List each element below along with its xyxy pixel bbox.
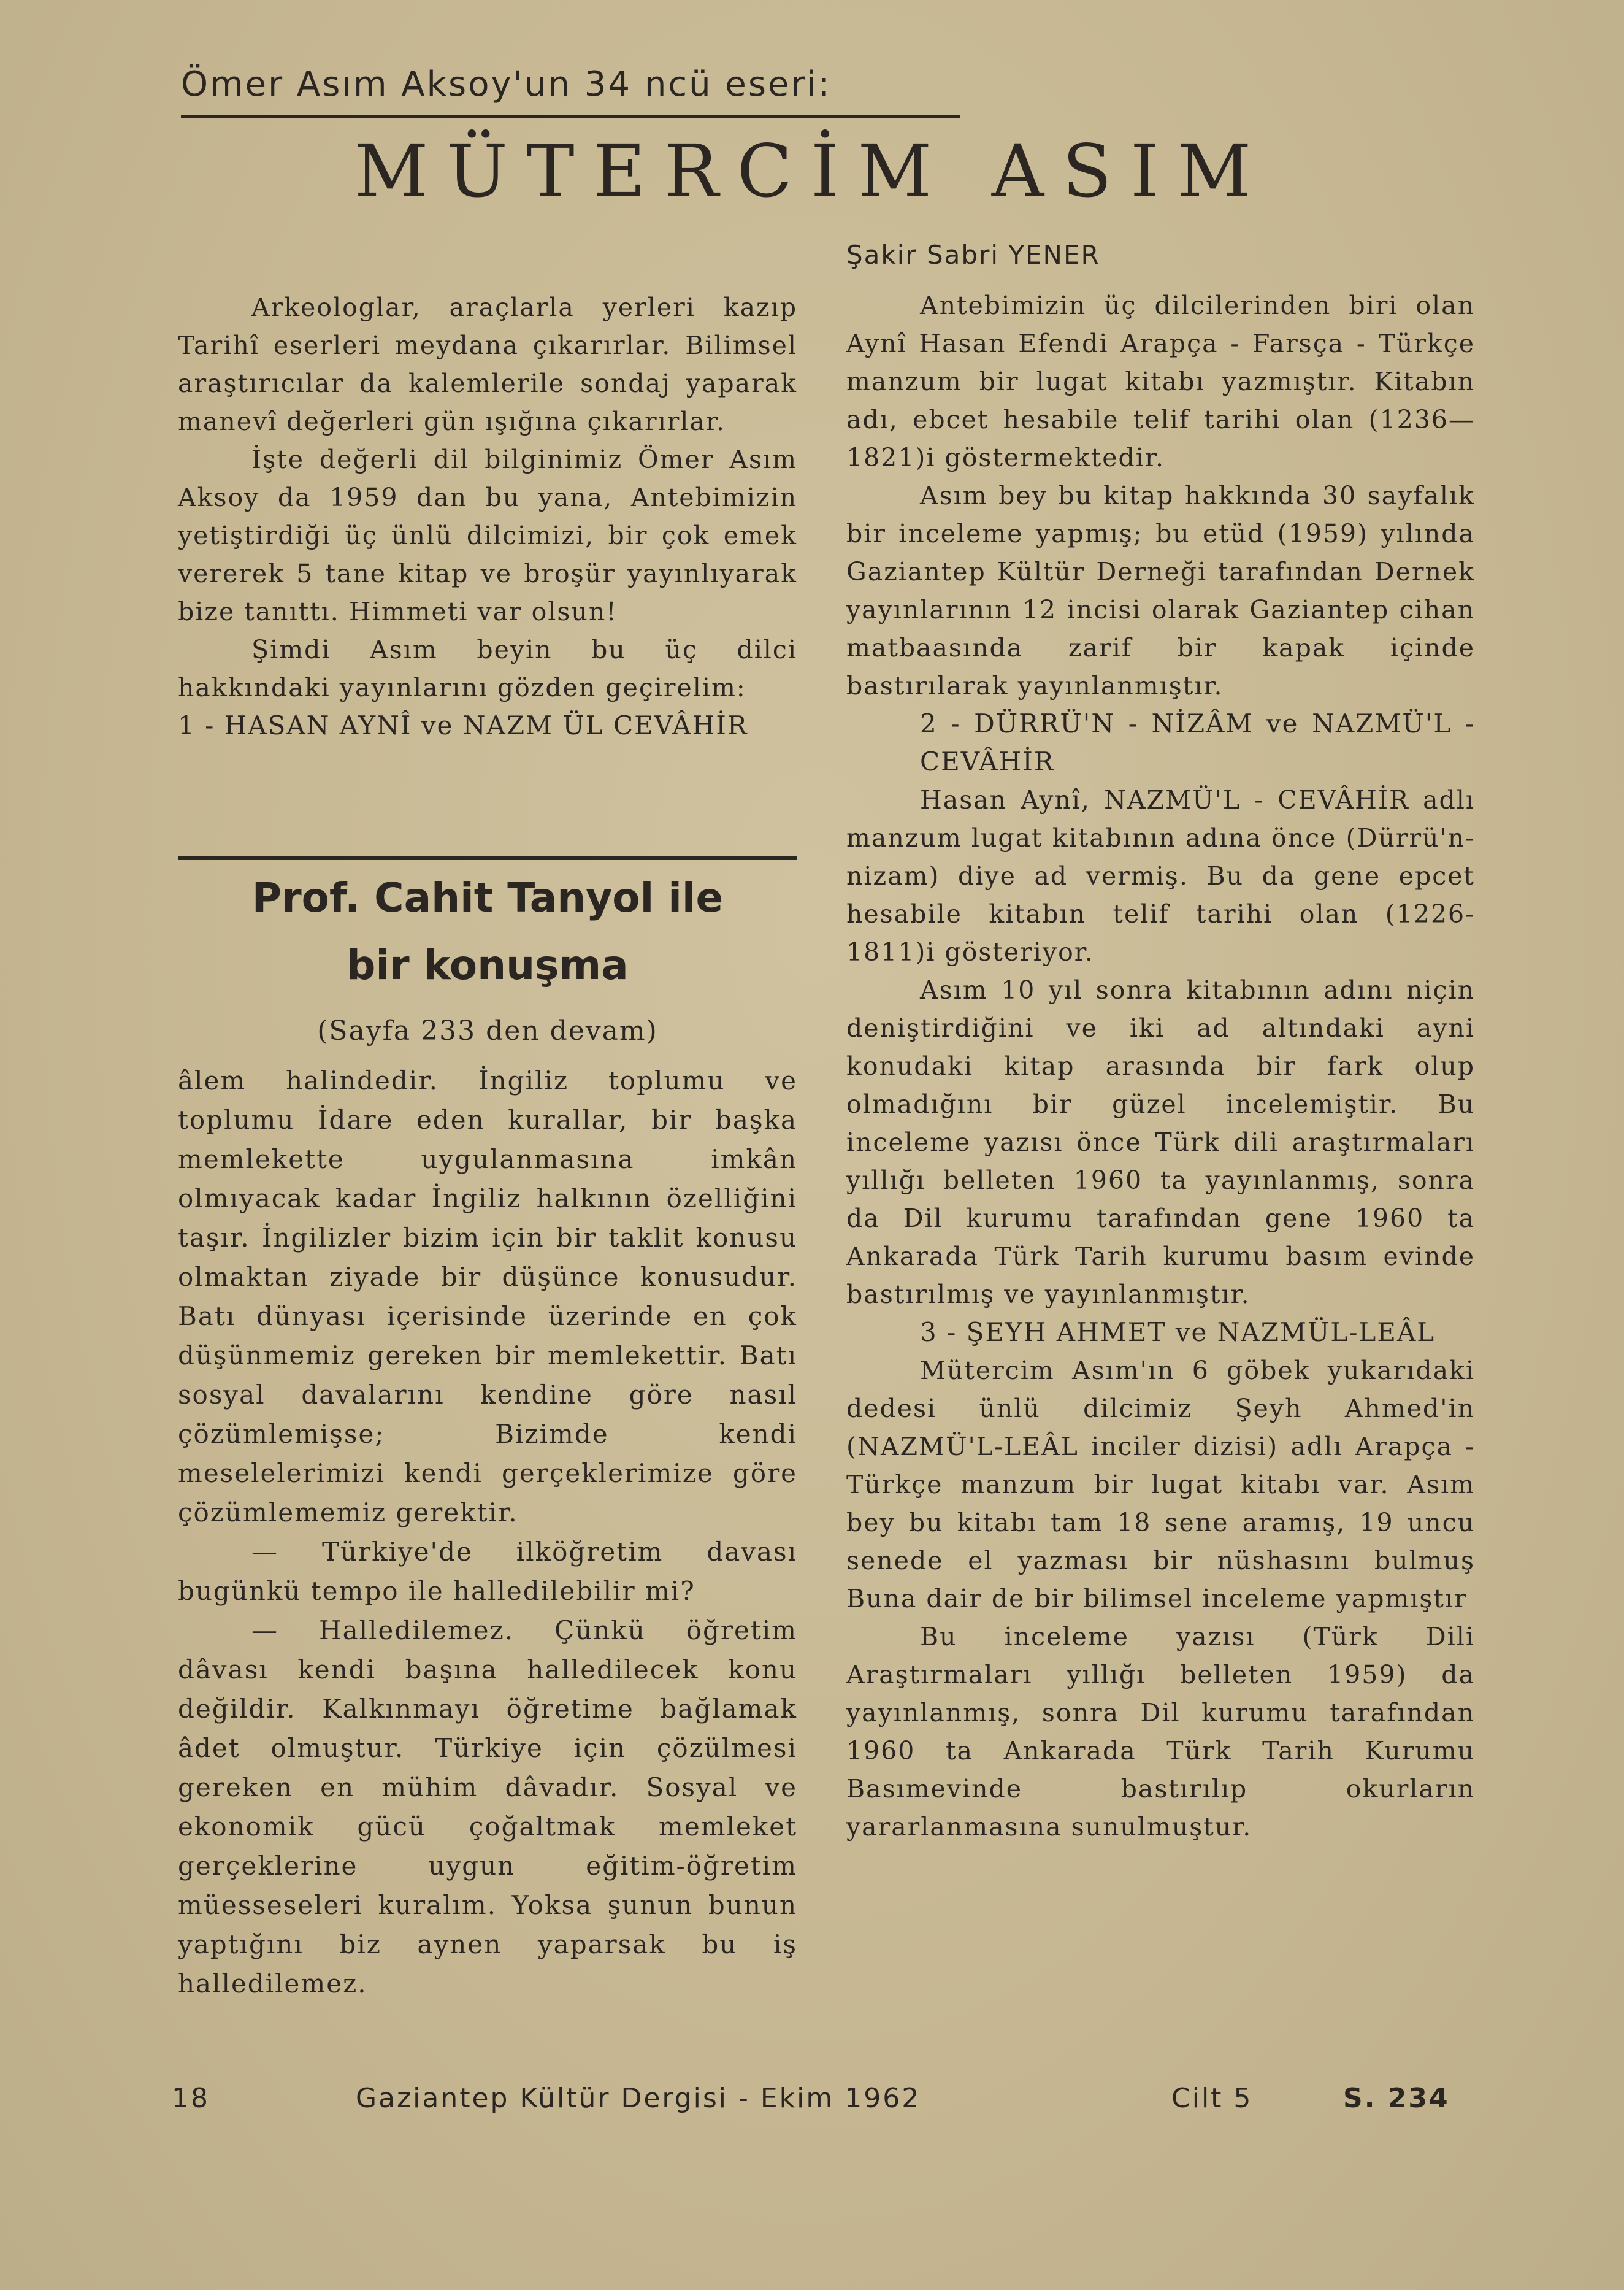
paragraph: — Türkiye'de ilköğretim davası bugünkü tempo ile halledilebilir mi? bbox=[178, 1537, 797, 1606]
left-column-bottom bbox=[178, 1061, 797, 2004]
left-column-top bbox=[178, 288, 797, 745]
issue-label: S. 234 bbox=[1343, 2083, 1450, 2114]
paragraph: Hasan Aynî, NAZMÜ'L - CEVÂHİR adlı manzum lugat kitabının adına önce (Dürrü'n-nizam) diye ad vermiş. Bu da gene epcet hesabile kitabın telif tarihi olan (1226-1811)i gösteriyor. bbox=[846, 785, 1475, 967]
paragraph: Arkeologlar, araçlarla yerleri kazıp Tarihî eserleri meydana çıkarırlar. Bilimsel araştırıcılar da kalemlerile sondaj yaparak manevî değerleri gün ışığına çıkarırlar. bbox=[178, 293, 797, 436]
paragraph: Mütercim Asım'ın 6 göbek yukarıdaki dedesi ünlü dilcimiz Şeyh Ahmed'in (NAZMÜ'L-LEÂL inciler dizisi) adlı Arapça - Türkçe manzum bir lugat kitabı var. Asım bey bu kitabı tam 18 sene aramış, 19 uncu senede el yazması bir nüshasını bulmuş Buna dair de bir bilimsel inceleme yapmıştır bbox=[846, 1356, 1475, 1613]
paragraph: — Halledilemez. Çünkü öğretim dâvası kendi başına halledilecek konu değildir. Kalkınmayı öğretime bağlamak âdet olmuştur. Türkiye için çözülmesi gereken en mühim dâvadır. Sosyal ve ekonomik gücü çoğaltmak memleket gerçeklerine uygun eğitim-öğretim müesseseleri kuralım. Yoksa şunun bunun yaptığını biz aynen yaparsak bu iş halledilemez. bbox=[178, 1615, 797, 1999]
section-divider bbox=[178, 856, 797, 860]
paragraph: Asım bey bu kitap hakkında 30 sayfalık bir inceleme yapmış; bu etüd (1959) yılında Gaziantep Kültür Derneği tarafından Dernek yayınlarının 12 incisi olarak Gaziantep cihan matbaasında zarif bir kapak içinde bastırılarak yayınlanmıştır. bbox=[846, 481, 1475, 701]
volume-label: Cilt 5 bbox=[1171, 2083, 1253, 2114]
series-kicker: Ömer Asım Aksoy'un 34 ncü eseri: bbox=[181, 64, 960, 118]
paragraph: Antebimizin üç dilcilerinden biri olan Aynî Hasan Efendi Arapça - Farsça - Türkçe manzum bir lugat kitabı yazmıştır. Kitabın adı, ebcet hesabile telif tarihi olan (1236—1821)i göstermektedir. bbox=[846, 291, 1475, 472]
section-subhead: 2 - DÜRRÜ'N - NİZÂM ve NAZMÜ'L - CEVÂHİR bbox=[920, 709, 1475, 777]
page-footer bbox=[172, 2083, 1472, 2119]
journal-info: Gaziantep Kültür Dergisi - Ekim 1962 bbox=[356, 2083, 921, 2114]
section-subhead: 1 - HASAN AYNÎ ve NAZM ÜL CEVÂHİR bbox=[178, 710, 748, 740]
right-column bbox=[846, 236, 1475, 1846]
paragraph: İşte değerli dil bilginimiz Ömer Asım Aksoy da 1959 dan bu yana, Antebimizin yetiştirdiği üç ünlü dilcimizi, bir çok emek vererek 5 tane kitap ve broşür yayınlıyarak bize tanıttı. Himmeti var olsun! bbox=[178, 445, 797, 626]
interview-title-line1: Prof. Cahit Tanyol ile bbox=[251, 874, 724, 921]
author-byline: Şakir Sabri YENER bbox=[846, 240, 1100, 270]
paragraph: Bu inceleme yazısı (Türk Dili Araştırmaları yıllığı belleten 1959) da yayınlanmış, sonra Dil kurumu tarafından 1960 ta Ankarada Türk Tarih Kurumu Basımevinde bastırılıp okurların yararlanmasına sunulmuştur. bbox=[846, 1622, 1475, 1842]
interview-title-line2: bir konuşma bbox=[347, 942, 629, 989]
paragraph: Asım 10 yıl sonra kitabının adını niçin deniştirdiğini ve iki ad altındaki ayni konudaki kitap arasında bir fark olup olmadığını bir güzel incelemiştir. Bu inceleme yazısı önce Türk dili araştırmaları yıllığı belleten 1960 ta yayınlanmış, sonra da Dil kurumu tarafından gene 1960 ta Ankarada Türk Tarih kurumu basım evinde bastırılmış ve yayınlanmıştır. bbox=[846, 975, 1475, 1309]
page-number: 18 bbox=[172, 2083, 210, 2114]
paragraph: Şimdi Asım beyin bu üç dilci hakkındaki yayınlarını gözden geçirelim: bbox=[178, 635, 797, 702]
continued-note: (Sayfa 233 den devam) bbox=[317, 1015, 658, 1047]
section-subhead: 3 - ŞEYH AHMET ve NAZMÜL-LEÂL bbox=[920, 1317, 1436, 1347]
article-headline: MÜTERCİM ASIM bbox=[354, 129, 1270, 213]
paragraph: âlem halindedir. İngiliz toplumu ve toplumu İdare eden kurallar, bir başka memlekette uygulanmasına imkân olmıyacak kadar İngiliz halkının özelliğini taşır. İngilizler bizim için bir taklit konusu olmaktan ziyade bir düşünce konusudur. Batı dünyası içerisinde üzerinde en çok düşünmemiz gereken bir memlekettir. Batı sosyal davalarını kendine göre nasıl çözümlemişse; Bizimde kendi meselelerimizi kendi gerçeklerimize göre çözümlememiz gerektir. bbox=[178, 1066, 797, 1527]
